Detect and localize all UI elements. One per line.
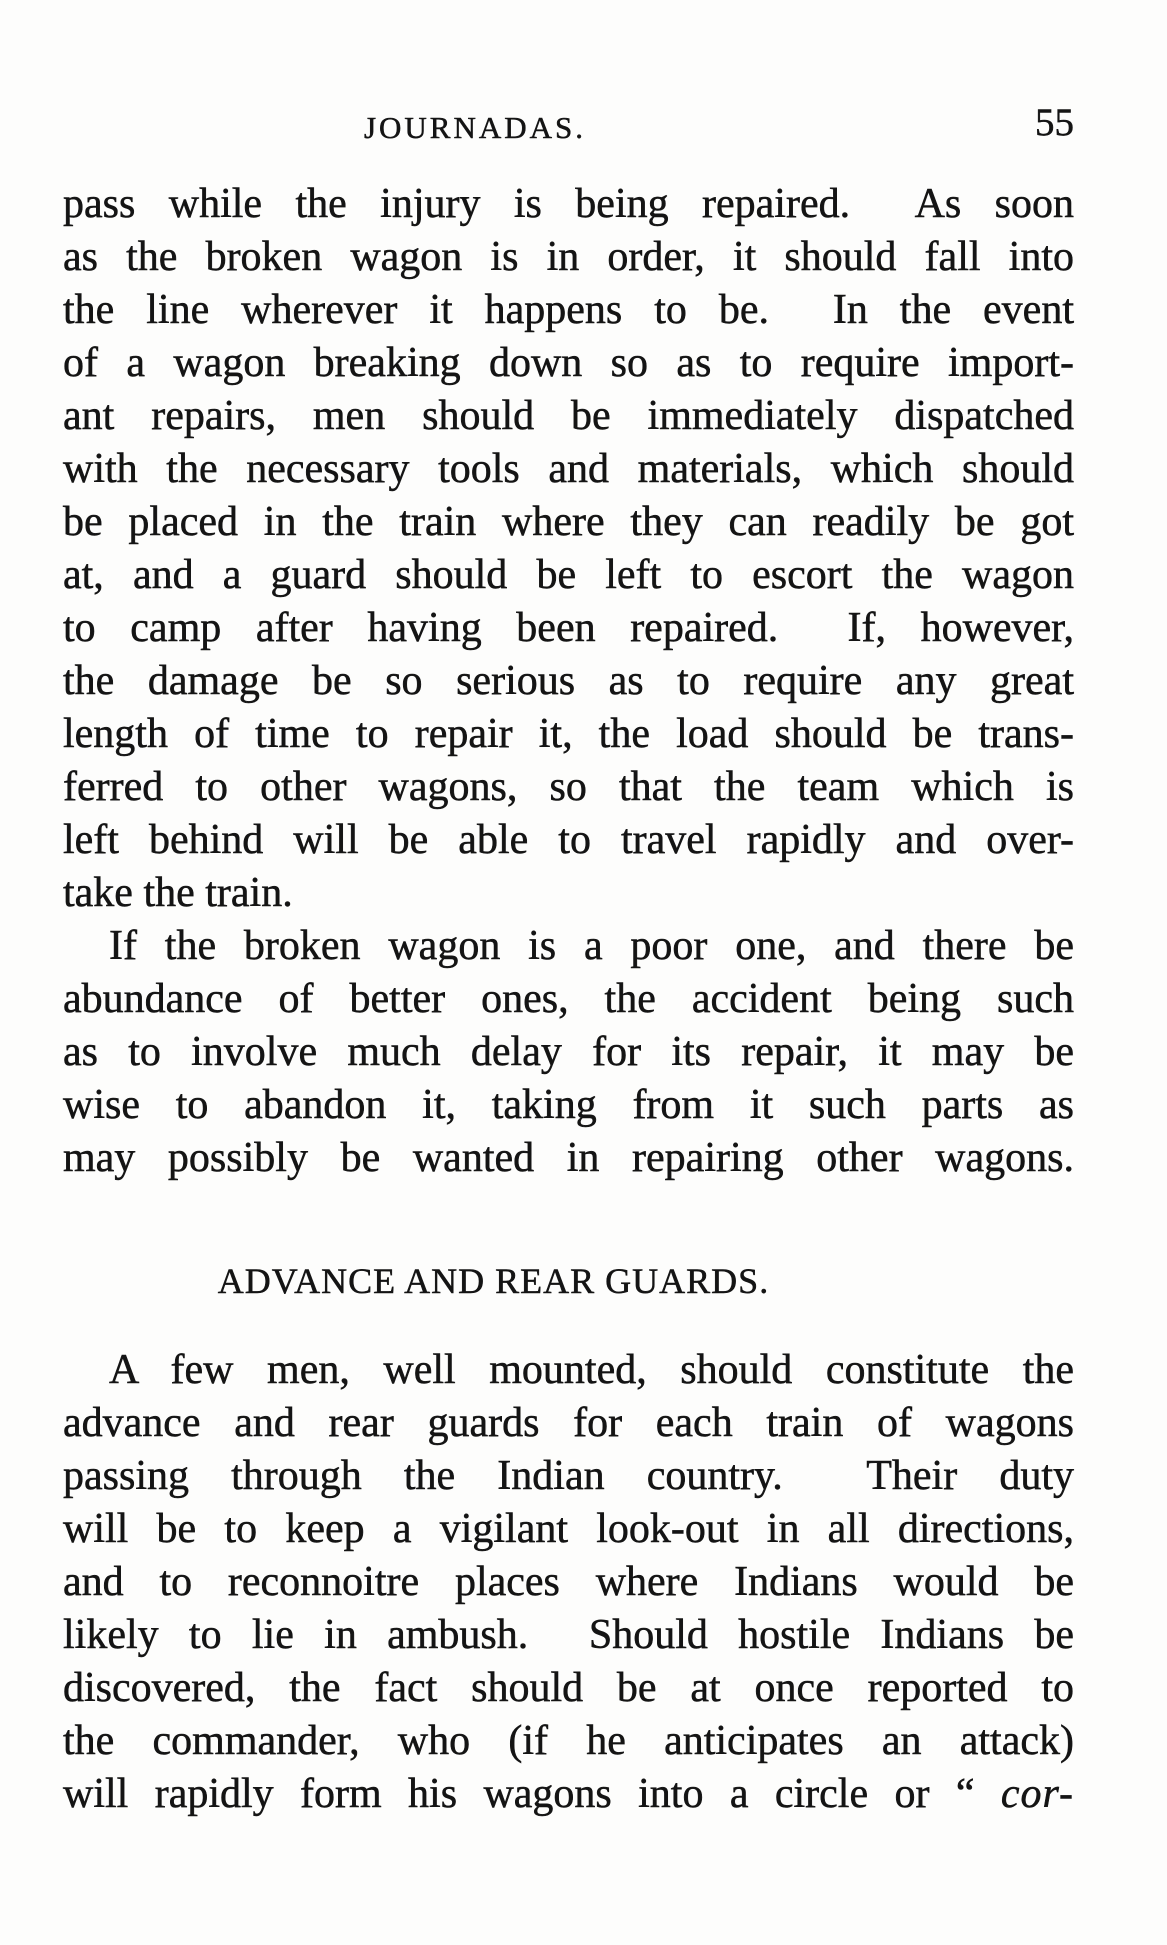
page-number: 55: [1035, 101, 1074, 144]
text-line: the line wherever it happens to be. In the event: [63, 287, 1074, 333]
text-line: will rapidly form his wagons into a circle or “ cor-: [63, 1771, 1074, 1817]
running-header: [63, 100, 1074, 148]
text-line: ant repairs, men should be immediately dispatched: [63, 393, 1074, 439]
text-line: the damage be so serious as to require any great: [63, 658, 1074, 704]
text-line: wise to abandon it, taking from it such parts as: [63, 1082, 1074, 1128]
text-line: of a wagon breaking down so as to require import-: [63, 340, 1074, 386]
text-line: passing through the Indian country. Their duty: [63, 1453, 1074, 1499]
text-line: left behind will be able to travel rapidly and over-: [63, 817, 1074, 863]
text-line: as the broken wagon is in order, it should fall into: [63, 234, 1074, 280]
text-line: abundance of better ones, the accident being such: [63, 976, 1074, 1022]
text-line: pass while the injury is being repaired. As soon: [63, 181, 1074, 227]
running-head-title: JOURNADAS.: [363, 110, 587, 145]
text-line: may possibly be wanted in repairing other wagons.: [63, 1135, 1074, 1181]
text-line: will be to keep a vigilant look-out in all directions,: [63, 1506, 1074, 1552]
text-line: discovered, the fact should be at once reported to: [63, 1665, 1074, 1711]
text-line: take the train.: [63, 870, 293, 916]
text-line: and to reconnoitre places where Indians would be: [63, 1559, 1074, 1605]
paragraph: [63, 1344, 1074, 1821]
text-line: be placed in the train where they can readily be got: [63, 499, 1074, 545]
page-body: [63, 178, 1074, 1821]
text-line: to camp after having been repaired. If, however,: [63, 605, 1074, 651]
text-line: length of time to repair it, the load should be trans-: [63, 711, 1074, 757]
text-line: as to involve much delay for its repair, it may be: [63, 1029, 1074, 1075]
text-line: ferred to other wagons, so that the team which is: [63, 764, 1074, 810]
text-line: If the broken wagon is a poor one, and there be: [109, 923, 1074, 969]
text-line: with the necessary tools and materials, which should: [63, 446, 1074, 492]
text-line: likely to lie in ambush. Should hostile Indians be: [63, 1612, 1074, 1658]
text-line: advance and rear guards for each train of wagons: [63, 1400, 1074, 1446]
section-heading: ADVANCE AND REAR GUARDS.: [217, 1261, 770, 1301]
text-line: A few men, well mounted, should constitute the: [109, 1347, 1074, 1393]
text-line: the commander, who (if he anticipates an attack): [63, 1718, 1074, 1764]
text-line: at, and a guard should be left to escort the wagon: [63, 552, 1074, 598]
paragraph: [63, 920, 1074, 1185]
paragraph: [63, 178, 1074, 920]
